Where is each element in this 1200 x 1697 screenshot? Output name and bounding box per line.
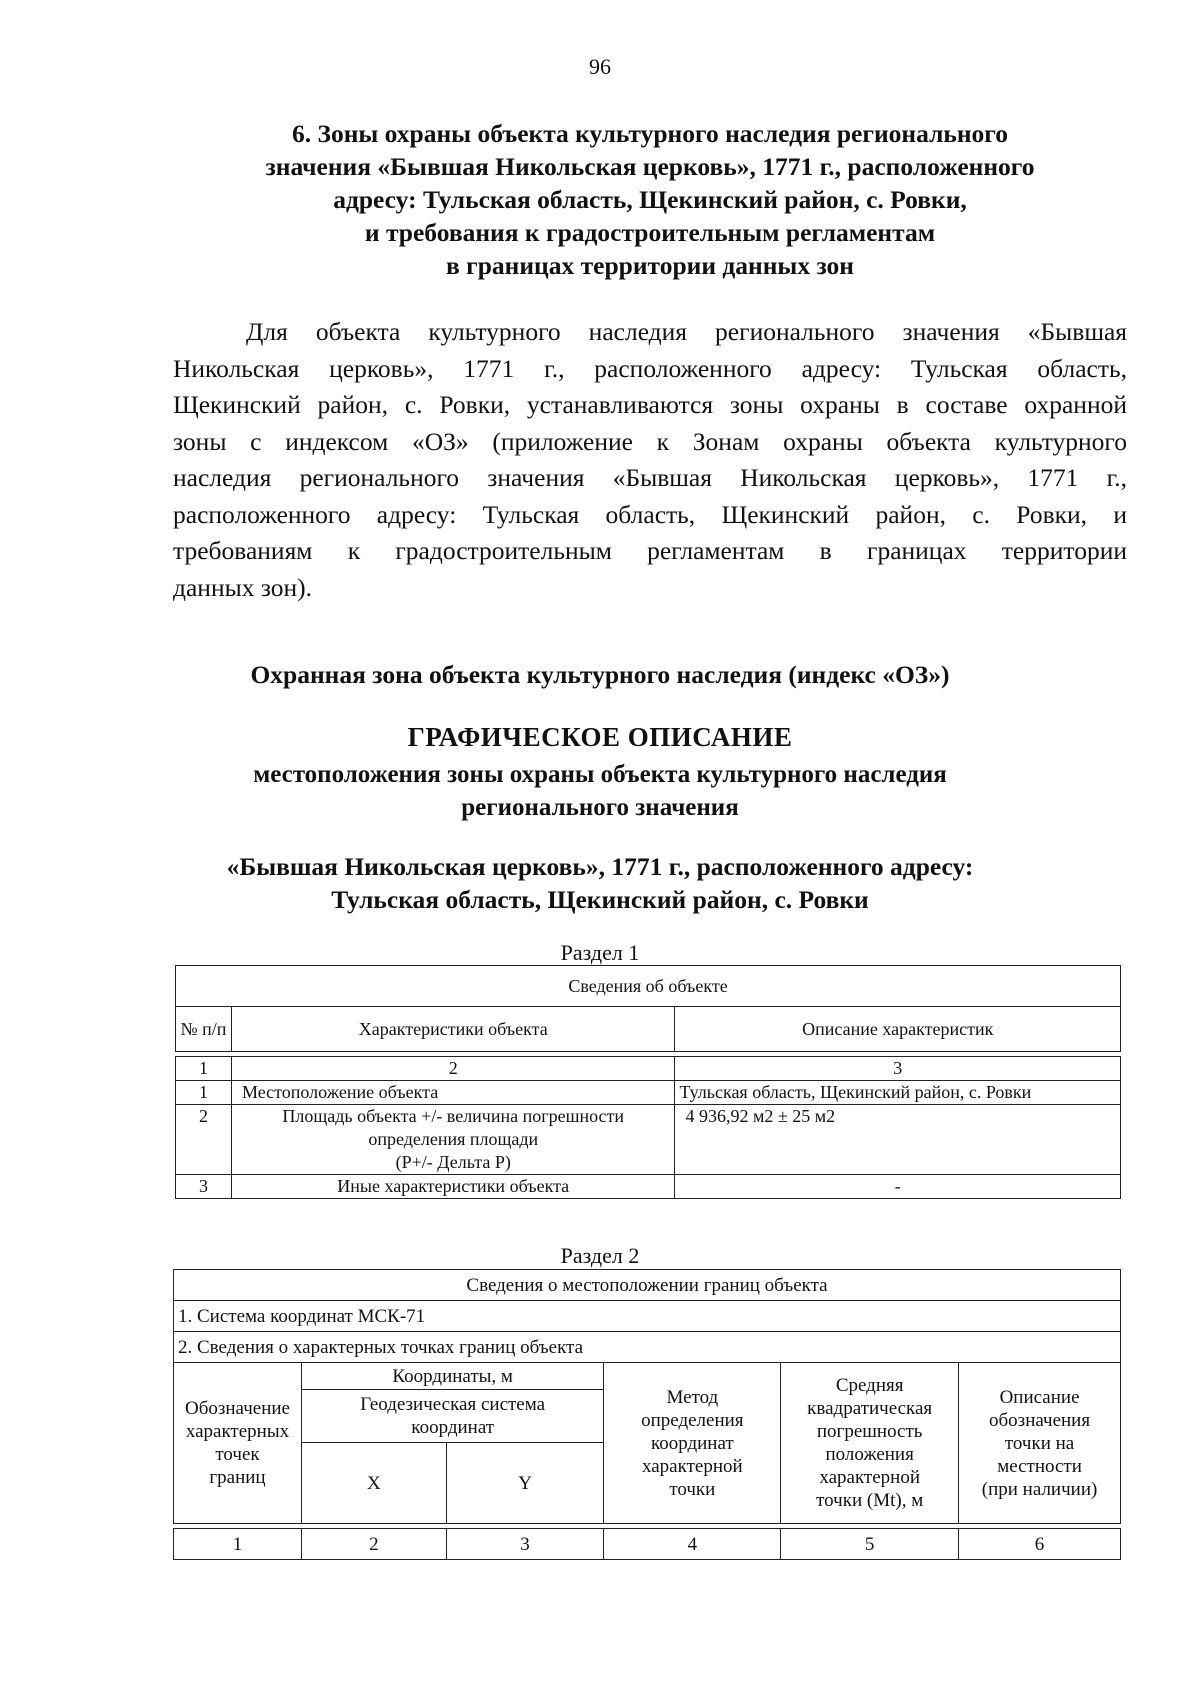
row-description: Тульская область, Щекинский район, с. Ровки: [675, 1081, 1121, 1105]
coordinate-system: 1. Система координат МСК-71: [174, 1301, 1121, 1332]
index-cell: 5: [781, 1529, 959, 1560]
header-line: погрешность: [816, 1421, 923, 1442]
heading-line: и требования к градостроительным регламентам: [364, 218, 936, 247]
row-description: 4 936,92 м2 ± 25 м2: [675, 1105, 1121, 1175]
header-line: определения: [641, 1409, 744, 1431]
header-line: точки (Mt), м: [816, 1490, 924, 1511]
table-row: [176, 1081, 1121, 1105]
table-row: [176, 1105, 1121, 1175]
header-line: Описание: [999, 1386, 1080, 1408]
header-line: (при наличии): [981, 1478, 1098, 1500]
section1-label: Раздел 1: [560, 940, 640, 965]
object-title-line: «Бывшая Никольская церковь», 1771 г., расположенного адресу:: [226, 852, 974, 881]
heading-line: в границах территории данных зон: [446, 251, 854, 280]
object-info-table: [175, 965, 1121, 1199]
heading-line: 6. Зоны охраны объекта культурного наследия регионального: [292, 119, 1008, 148]
index-cell: 1: [174, 1529, 302, 1560]
header-description: Описание характеристик: [675, 1007, 1121, 1052]
header-line: характерной: [641, 1455, 743, 1477]
index-cell: 3: [446, 1529, 604, 1560]
header-line: Средняя: [835, 1375, 904, 1396]
row-number: 1: [176, 1081, 232, 1105]
header-method: [604, 1363, 781, 1524]
index-cell: 2: [231, 1057, 675, 1081]
index-cell: 4: [604, 1529, 781, 1560]
graphic-subtitle: [180, 758, 1020, 824]
index-cell: 2: [301, 1529, 446, 1560]
heading-line: значения «Бывшая Никольская церковь», 1771 г., расположенного: [265, 152, 1035, 181]
paragraph-line: расположенного адресу: Тульская область, Щекинский район, с. Ровки, и: [173, 499, 1127, 529]
header-line: местности: [997, 1455, 1082, 1477]
boundary-table: [173, 1269, 1121, 1560]
header-line: координат: [411, 1417, 495, 1438]
index-cell: 6: [959, 1529, 1121, 1560]
graphic-subtitle-line: местоположения зоны охраны объекта культурного наследия: [253, 761, 947, 788]
section2-label: Раздел 2: [560, 1243, 640, 1268]
row-characteristic: [231, 1105, 675, 1175]
header-point-description: [959, 1363, 1121, 1524]
graphic-title: ГРАФИЧЕСКОЕ ОПИСАНИЕ: [407, 722, 793, 752]
zone-title: Охранная зона объекта культурного наследия (индекс «ОЗ»): [250, 660, 950, 689]
header-line: квадратическая: [807, 1398, 933, 1419]
header-line: точки на: [1004, 1432, 1075, 1454]
row-number: 2: [176, 1105, 232, 1175]
index-cell: 3: [675, 1057, 1121, 1081]
object-title-line: Тульская область, Щекинский район, с. Ровки: [331, 885, 869, 914]
header-line: положения: [825, 1444, 914, 1465]
header-line: точки: [669, 1478, 716, 1500]
paragraph-line: Щекинский район, с. Ровки, устанавливаются зоны охраны в составе охранной: [173, 390, 1127, 419]
paragraph-line: зоны с индексом «ОЗ» (приложение к Зонам охраны объекта культурного: [173, 426, 1127, 456]
header-x: X: [301, 1443, 446, 1524]
header-characteristics: Характеристики объекта: [231, 1007, 675, 1052]
paragraph-line: требованиям к градостроительным регламентам в границах территории: [173, 536, 1127, 565]
heading-line: адресу: Тульская область, Щекинский район, с. Ровки,: [333, 185, 967, 214]
page-number: 96: [589, 54, 611, 79]
points-title: 2. Сведения о характерных точках границ объекта: [174, 1332, 1121, 1363]
header-line: границ: [209, 1467, 266, 1488]
paragraph-line: Для объекта культурного наследия регионального значения «Бывшая: [246, 317, 1127, 346]
row-characteristic-line: определения площади: [368, 1129, 539, 1149]
section-heading: [170, 117, 1130, 282]
header-geodetic-system: [301, 1390, 603, 1443]
paragraph-line: данных зон).: [173, 572, 313, 602]
header-designation: [174, 1363, 302, 1524]
header-mean-square-error: [781, 1363, 959, 1524]
table-row: [176, 1175, 1121, 1199]
header-line: обозначения: [989, 1409, 1091, 1431]
header-line: Метод: [666, 1386, 719, 1408]
paragraph-line: наследия регионального значения «Бывшая Никольская церковь», 1771 г.,: [173, 463, 1127, 492]
row-characteristic: Иные характеристики объекта: [231, 1175, 675, 1199]
header-line: точек: [215, 1444, 260, 1465]
header-line: Обозначение: [184, 1398, 290, 1419]
graphic-subtitle-line: регионального значения: [461, 794, 739, 821]
header-line: характерной: [819, 1467, 920, 1488]
header-y: Y: [446, 1443, 604, 1524]
paragraph-line: Никольская церковь», 1771 г., расположенного адресу: Тульская область,: [173, 353, 1127, 383]
table-title: Сведения об объекте: [176, 966, 1121, 1007]
row-characteristic: Местоположение объекта: [231, 1081, 675, 1105]
table-title: Сведения о местоположении границ объекта: [174, 1270, 1121, 1301]
header-line: Геодезическая система: [360, 1394, 546, 1415]
header-num: № п/п: [176, 1007, 232, 1052]
body-paragraph: [173, 314, 1127, 606]
header-coordinates: Координаты, м: [301, 1363, 603, 1390]
header-line: характерных: [185, 1421, 290, 1442]
row-characteristic-line: Площадь объекта +/- величина погрешности: [282, 1106, 625, 1126]
object-title: [160, 850, 1040, 916]
row-number: 3: [176, 1175, 232, 1199]
header-line: координат: [650, 1432, 734, 1454]
row-characteristic-line: (P+/- Дельта P): [395, 1152, 511, 1172]
row-description: -: [675, 1175, 1121, 1199]
index-cell: 1: [176, 1057, 232, 1081]
